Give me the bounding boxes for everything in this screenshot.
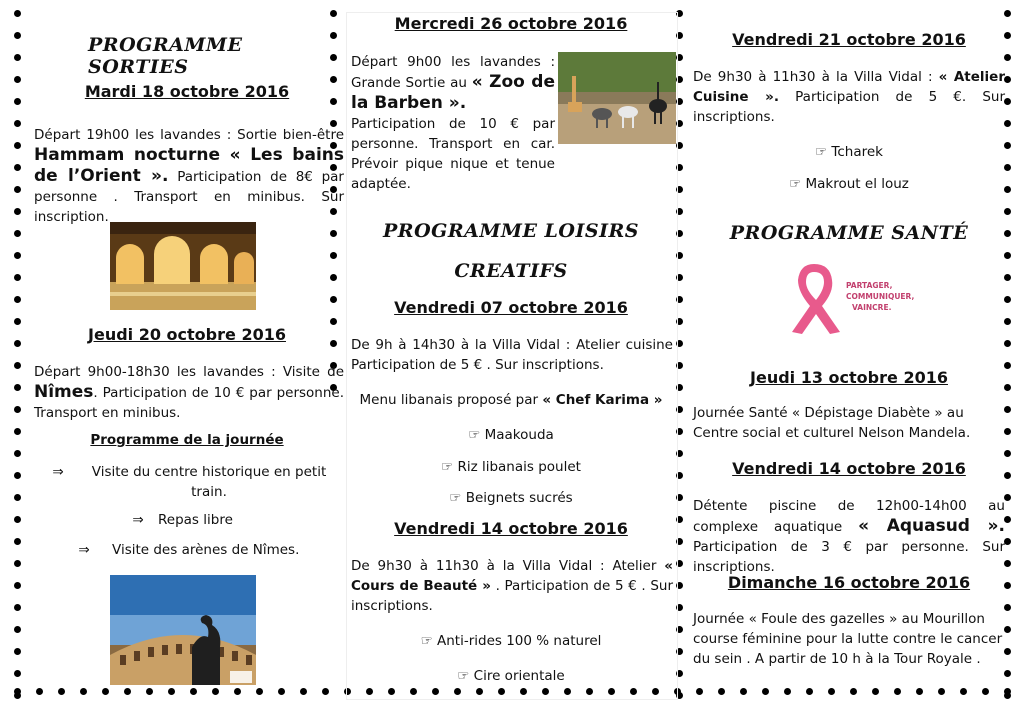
list-item: Visite des arènes de Nîmes. (112, 542, 300, 558)
list-item: Visite du centre historique en petit train. (91, 464, 327, 500)
event-atelier-cuisine-21-text: De 9h30 à 11h30 à la Villa Vidal : « Atelier Cuisine ». Participation de 5 €. Sur inscriptions. (693, 69, 1006, 125)
border-dot (1004, 318, 1011, 325)
border-dot (14, 516, 21, 523)
border-dot (1004, 494, 1011, 501)
border-dot (1004, 296, 1011, 303)
date-dimanche-16: Dimanche 16 octobre 2016 (727, 573, 971, 592)
column-loisirs (346, 0, 678, 700)
border-dot (1004, 164, 1011, 171)
border-dot (14, 76, 21, 83)
border-dot (784, 688, 791, 695)
date-vendredi-07: Vendredi 07 octobre 2016 (394, 298, 628, 317)
border-dot (330, 274, 337, 281)
event-atelier-cuisine-text: De 9h à 14h30 à la Villa Vidal : Atelier cuisine Participation de 5 € . Sur inscriptions. (351, 337, 673, 373)
border-dot (14, 450, 21, 457)
border-dot (14, 670, 21, 677)
border-dot (14, 164, 21, 171)
border-dot (168, 688, 175, 695)
border-dot (14, 54, 21, 61)
border-dot (14, 186, 21, 193)
event-zoo-text-a: Départ 9h00 les lavandes : Grande Sortie au « Zoo de la Barben ». (351, 54, 556, 113)
border-dot (806, 688, 813, 695)
border-dot (14, 98, 21, 105)
ribbon-text-line: VAINCRE. (852, 303, 892, 312)
border-dot (740, 688, 747, 695)
zoo-photo (558, 52, 676, 144)
date-mardi-18: Mardi 18 octobre 2016 (84, 82, 290, 101)
border-dot (14, 472, 21, 479)
border-dot (14, 296, 21, 303)
menu-libanais-line: Menu libanais proposé par « Chef Karima » (359, 392, 663, 408)
pink-ribbon-logo (780, 258, 920, 336)
border-dot (916, 688, 923, 695)
border-dot (1004, 252, 1011, 259)
border-dot (14, 142, 21, 149)
hammam-photo (110, 222, 256, 310)
border-dot (146, 688, 153, 695)
arrow-icon: ⇒ (132, 512, 144, 528)
border-dot (828, 688, 835, 695)
border-dot (1004, 208, 1011, 215)
border-dot (14, 406, 21, 413)
border-dot (1004, 538, 1011, 545)
border-dot (1004, 274, 1011, 281)
beaute-item: ☞ Anti-rides 100 % naturel (420, 633, 602, 649)
menu-item: ☞ Maakouda (468, 427, 554, 443)
arrow-icon: ⇒ (78, 542, 90, 558)
date-vendredi-14-beaute: Vendredi 14 octobre 2016 (394, 519, 628, 538)
border-dot (124, 688, 131, 695)
menu-item: ☞ Beignets sucrés (449, 490, 573, 506)
ribbon-text-line: COMMUNIQUER, (846, 292, 915, 301)
border-dot (696, 688, 703, 695)
border-dot (278, 688, 285, 695)
border-dot (14, 582, 21, 589)
right-dotted-border (1004, 10, 1014, 710)
date-jeudi-20: Jeudi 20 octobre 2016 (88, 325, 286, 344)
border-dot (14, 560, 21, 567)
left-dotted-border (14, 10, 24, 710)
border-dot (330, 252, 337, 259)
cuisine-item: ☞ Tcharek (815, 144, 883, 160)
heading-programme-loisirs: PROGRAMME LOISIRS (383, 220, 639, 242)
border-dot (1004, 670, 1011, 677)
border-dot (14, 120, 21, 127)
border-dot (1004, 516, 1011, 523)
list-item: Repas libre (158, 512, 233, 528)
pointing-hand-icon: ☞ (441, 459, 454, 475)
border-dot (1004, 54, 1011, 61)
event-beaute-text: De 9h30 à 11h30 à la Villa Vidal : Atelier « Cours de Beauté » . Participation de 5 € . Sur inscriptions. (351, 558, 674, 614)
border-dot (1004, 428, 1011, 435)
border-dot (330, 296, 337, 303)
beaute-item: ☞ Cire orientale (457, 668, 565, 684)
border-dot (14, 362, 21, 369)
border-dot (330, 10, 337, 17)
border-dot (14, 688, 21, 695)
border-dot (14, 274, 21, 281)
border-dot (894, 688, 901, 695)
nimes-arena-photo (110, 575, 256, 685)
border-dot (14, 340, 21, 347)
pointing-hand-icon: ☞ (449, 490, 462, 506)
border-dot (330, 230, 337, 237)
event-gazelles-text: Journée « Foule des gazelles » au Mourillon course féminine pour la lutte contre le cancer du sein . A partir de 10 h à la Tour Royale . (693, 611, 1003, 667)
event-diabete-text: Journée Santé « Dépistage Diabète » au Centre social et culturel Nelson Mandela. (693, 405, 971, 441)
border-dot (36, 688, 43, 695)
border-dot (322, 688, 329, 695)
border-dot (1004, 450, 1011, 457)
border-dot (14, 494, 21, 501)
pointing-hand-icon: ☞ (457, 668, 470, 684)
menu-item: ☞ Riz libanais poulet (441, 459, 581, 475)
border-dot (256, 688, 263, 695)
event-zoo-text-b: Participation de 10 € par personne. Transport en car. Prévoir pique nique et tenue adaptée. (351, 116, 555, 192)
date-mercredi-26: Mercredi 26 octobre 2016 (394, 14, 628, 33)
border-dot (1004, 626, 1011, 633)
border-dot (102, 688, 109, 695)
border-dot (14, 648, 21, 655)
date-vendredi-21: Vendredi 21 octobre 2016 (732, 30, 966, 49)
border-dot (14, 428, 21, 435)
border-dot (14, 252, 21, 259)
event-aquasud-text: Détente piscine de 12h00-14h00 au complexe aquatique « Aquasud ». Participation de 3 € par personne. Sur inscriptions. (693, 498, 1005, 575)
border-dot (1004, 76, 1011, 83)
programme-journee-heading: Programme de la journée (90, 432, 284, 448)
border-dot (14, 318, 21, 325)
border-dot (1004, 406, 1011, 413)
border-dot (1004, 560, 1011, 567)
border-dot (1004, 604, 1011, 611)
border-dot (300, 688, 307, 695)
border-dot (960, 688, 967, 695)
border-dot (14, 10, 21, 17)
border-dot (1004, 120, 1011, 127)
arrow-icon: ⇒ (52, 464, 64, 480)
border-dot (14, 604, 21, 611)
border-dot (1004, 648, 1011, 655)
date-jeudi-13: Jeudi 13 octobre 2016 (750, 368, 948, 387)
border-dot (14, 538, 21, 545)
date-vendredi-14-piscine: Vendredi 14 octobre 2016 (732, 459, 966, 478)
cuisine-item: ☞ Makrout el louz (789, 176, 909, 192)
border-dot (190, 688, 197, 695)
border-dot (14, 230, 21, 237)
border-dot (14, 208, 21, 215)
border-dot (212, 688, 219, 695)
pointing-hand-icon: ☞ (468, 427, 481, 443)
border-dot (872, 688, 879, 695)
pointing-hand-icon: ☞ (815, 144, 828, 160)
border-dot (982, 688, 989, 695)
border-dot (330, 318, 337, 325)
border-dot (14, 626, 21, 633)
border-dot (850, 688, 857, 695)
heading-creatifs: CREATIFS (454, 260, 568, 282)
event-nimes-text: Départ 9h00-18h30 les lavandes : Visite de Nîmes. Participation de 10 € par personne. Transport en minibus. (34, 364, 344, 421)
border-dot (1004, 98, 1011, 105)
border-dot (938, 688, 945, 695)
heading-programme-sorties: PROGRAMME SORTIES (88, 34, 243, 78)
border-dot (14, 32, 21, 39)
border-dot (14, 384, 21, 391)
pointing-hand-icon: ☞ (789, 176, 802, 192)
border-dot (1004, 688, 1011, 695)
ribbon-text-line: PARTAGER, (846, 281, 893, 290)
border-dot (1004, 340, 1011, 347)
border-dot (234, 688, 241, 695)
border-dot (80, 688, 87, 695)
border-dot (1004, 10, 1011, 17)
pointing-hand-icon: ☞ (420, 633, 433, 649)
border-dot (762, 688, 769, 695)
heading-programme-sante: PROGRAMME SANTÉ (729, 222, 969, 244)
border-dot (718, 688, 725, 695)
border-dot (58, 688, 65, 695)
event-hammam-text: Départ 19h00 les lavandes : Sortie bien-être Hammam nocturne « Les bains de l’Orient ». Participation de 8€ par personne . Transport en minibus. Sur inscription. (34, 127, 344, 225)
